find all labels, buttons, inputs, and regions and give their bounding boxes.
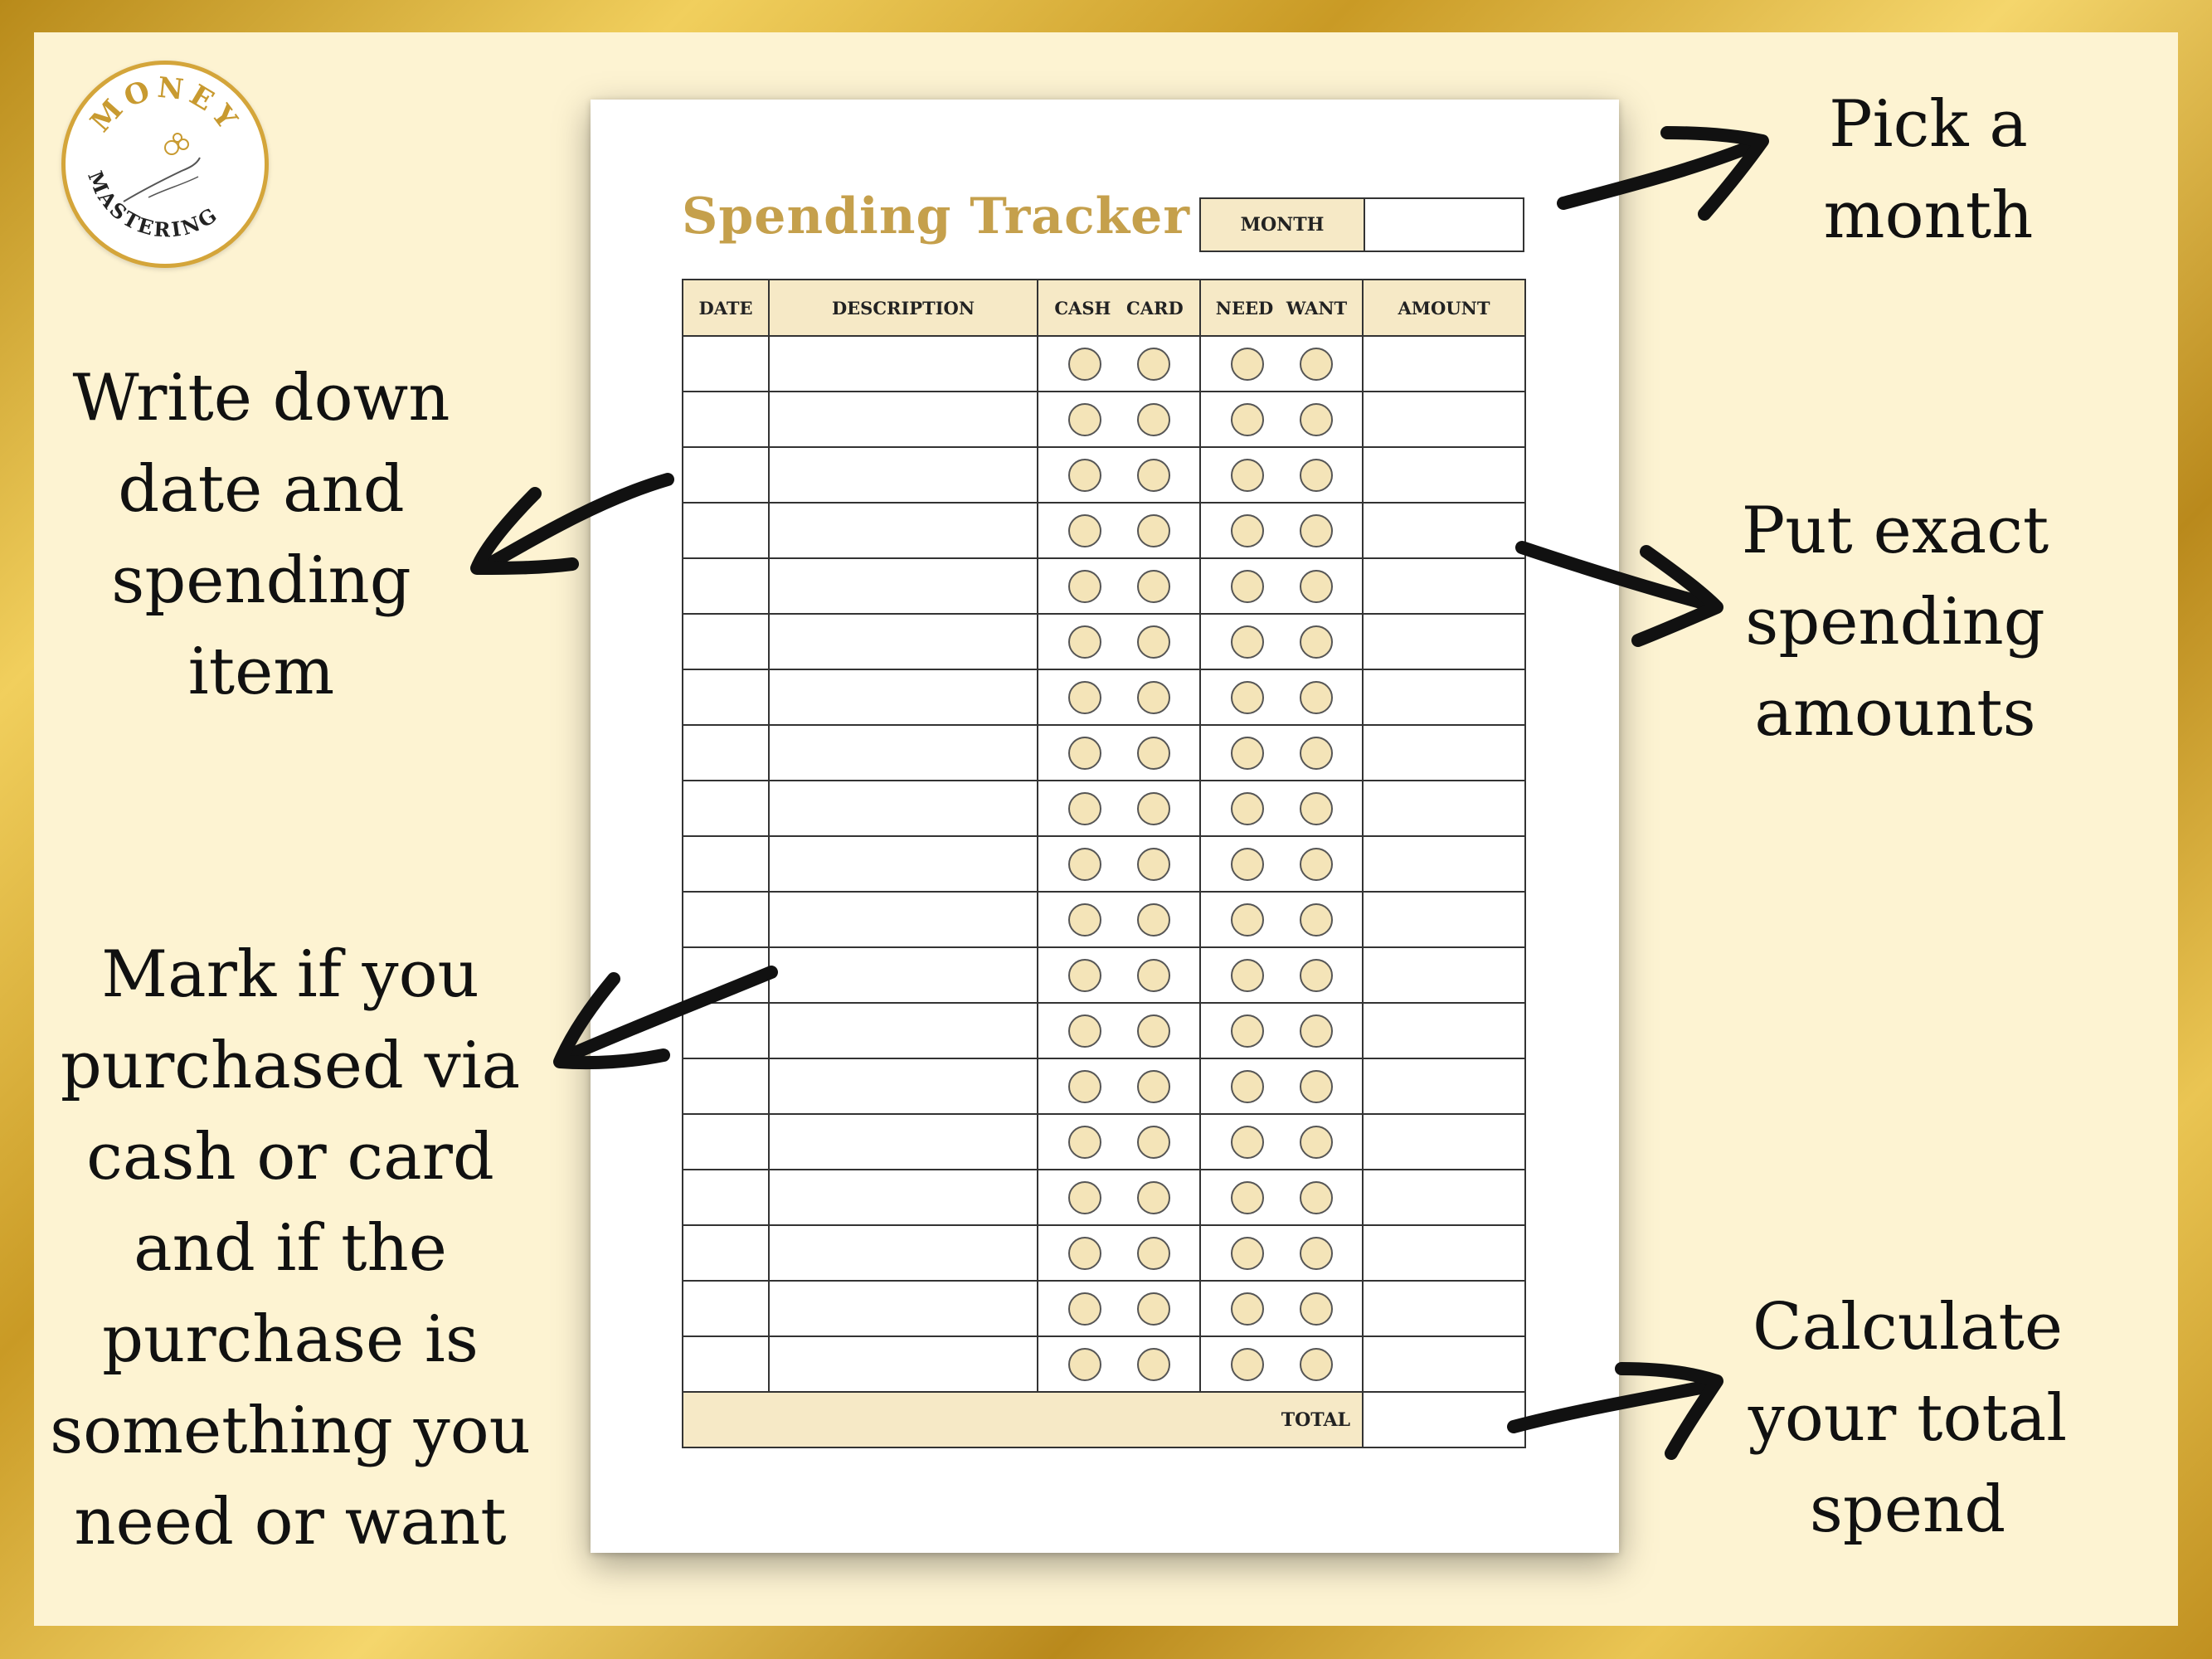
note-line: Put exact [1741,494,2049,568]
note-line: Calculate [1752,1290,2063,1365]
note-line: purchase is [102,1302,479,1377]
arrow-to-amount-icon [1522,547,1717,640]
note-line: month [1823,178,2034,253]
header-need: NEED [1215,297,1274,319]
month-label: MONTH [1201,199,1365,251]
header-amount: AMOUNT [1363,280,1525,336]
note-line: spending [111,543,411,618]
note-line: need or want [74,1485,507,1559]
header-description: DESCRIPTION [769,280,1038,336]
arrow-to-date-icon [477,479,668,568]
note-line: cash or card [86,1120,494,1194]
note-line: item [187,635,335,709]
note-line: date and [118,452,405,527]
note-line: amounts [1754,676,2036,751]
note-line: purchased via [60,1029,521,1103]
note-line: Mark if you [101,937,479,1012]
note-line: spend [1809,1472,2006,1547]
arrow-to-total-icon [1514,1369,1717,1453]
note-line: Write down [72,361,450,435]
logo-text-top: MONEY [84,71,246,139]
header-want: WANT [1286,297,1348,319]
note-line: something you [50,1394,531,1468]
note-line: and if the [134,1211,447,1286]
header-date: DATE [683,280,769,336]
total-label: TOTAL [683,1392,1363,1447]
note-line: your total [1748,1381,2068,1456]
arrow-to-bubbles-icon [560,972,771,1063]
header-cash: CASH [1054,297,1111,319]
arrow-to-month-icon [1563,133,1762,214]
logo-text-bottom: MASTERING [83,168,223,242]
tracker-title: Spending Tracker [682,187,1190,246]
note-line: Pick a [1829,87,2028,162]
header-card: CARD [1126,297,1184,319]
note-line: spending [1745,585,2045,659]
